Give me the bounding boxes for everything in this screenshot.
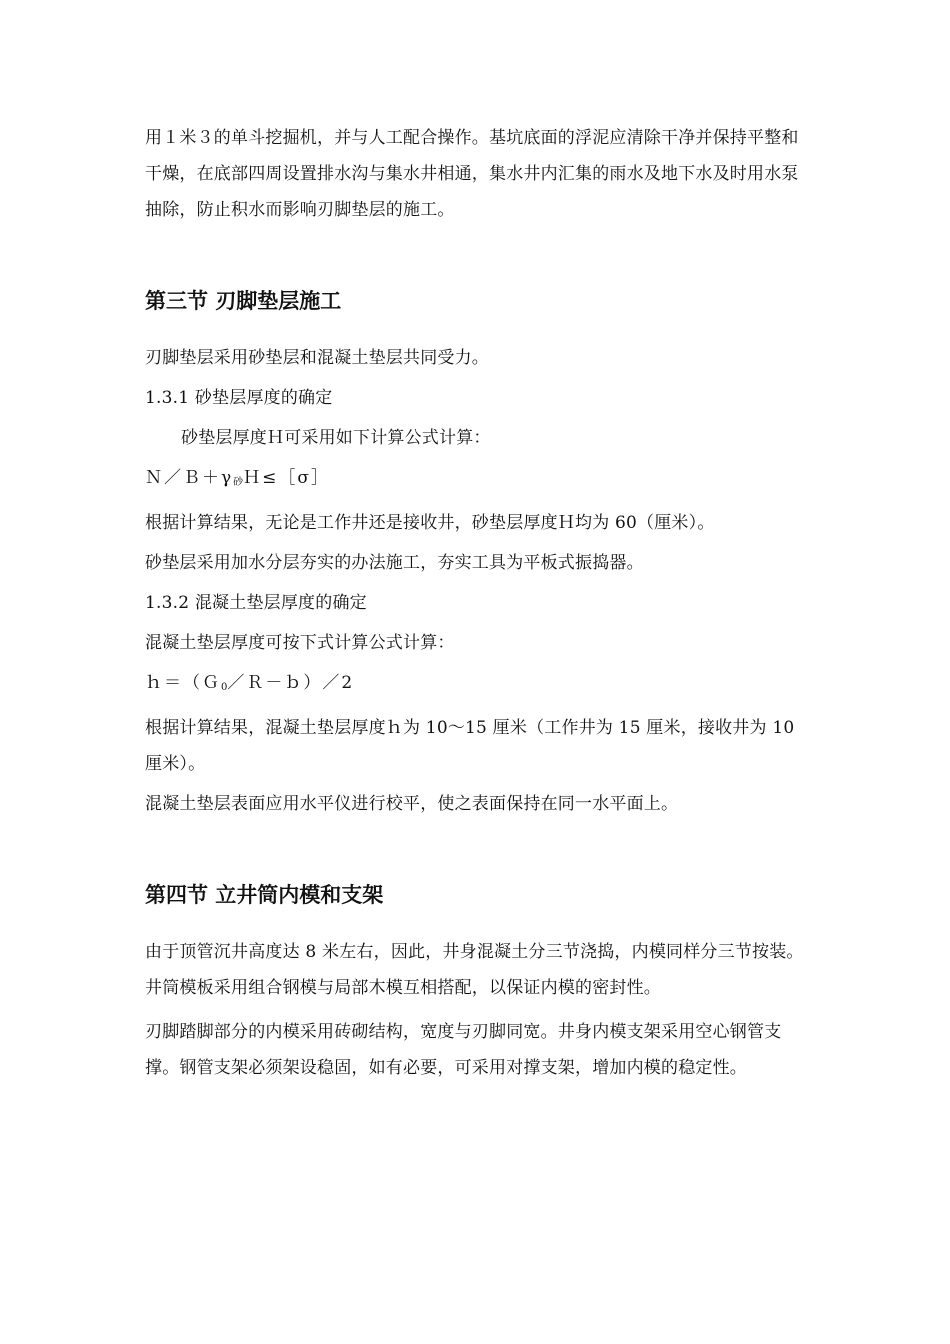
section3-intro: 刃脚垫层采用砂垫层和混凝土垫层共同受力。 (145, 348, 489, 368)
formula1-part-a: Ｎ／Ｂ＋γ (145, 468, 234, 488)
formula-intro-sand: 砂垫层厚度Ｈ可采用如下计算公式计算： (181, 428, 491, 448)
formula2-subscript: 0 (221, 682, 228, 693)
paragraph-excavation: 用１米３的单斗挖掘机，并与人工配合操作。基坑底面的浮泥应清除干净并保持平整和干燥，在底部四周设置排水沟与集水井相通，集水井内汇集的雨水及地下水及时用水泵抽除，防止积水而影响刃脚垫层的施工。 (145, 128, 799, 220)
formula-concrete-cushion (145, 665, 805, 706)
section4-paragraph-2: 刃脚踏脚部分的内模采用砖砌结构，宽度与刃脚同宽。井身内模支架采用空心钢管支撑。钢管支架必须架设稳固，如有必要，可采用对撑支架，增加内模的稳定性。 (145, 1022, 782, 1078)
section-heading-4: 第四节 立井筒内模和支架 (145, 883, 384, 907)
section4-paragraph-1: 由于顶管沉井高度达 8 米左右，因此，井身混凝土分三节浇捣，内模同样分三节按装。井筒模板采用组合钢模与局部木模互相搭配，以保证内模的密封性。 (145, 942, 804, 998)
concrete-leveling: 混凝土垫层表面应用水平仪进行校平，使之表面保持在同一水平面上。 (145, 794, 679, 814)
formula1-subscript: 砂 (233, 477, 244, 488)
subsection-title-1-3-1: 1.3.1 砂垫层厚度的确定 (145, 388, 333, 408)
document-page (145, 120, 805, 1094)
formula2-part-b: ／Ｒ－ｂ）／2 (227, 673, 355, 693)
concrete-result: 根据计算结果，混凝土垫层厚度ｈ为 10～15 厘米（工作井为 15 厘米，接收井为 10 厘米）。 (145, 718, 795, 774)
subsection-title-1-3-2: 1.3.2 混凝土垫层厚度的确定 (145, 593, 367, 613)
formula1-part-b: Ｈ≤［σ］ (243, 468, 331, 488)
formula2-part-a: ｈ＝（Ｇ (145, 673, 221, 693)
sand-method: 砂垫层采用加水分层夯实的办法施工，夯实工具为平板式振捣器。 (145, 553, 644, 573)
formula-intro-concrete: 混凝土垫层厚度可按下式计算公式计算： (145, 633, 455, 653)
formula-sand-cushion (145, 460, 805, 501)
sand-result: 根据计算结果，无论是工作井还是接收井，砂垫层厚度Ｈ均为 60（厘米）。 (145, 513, 715, 533)
section-heading-3: 第三节 刃脚垫层施工 (145, 289, 342, 313)
